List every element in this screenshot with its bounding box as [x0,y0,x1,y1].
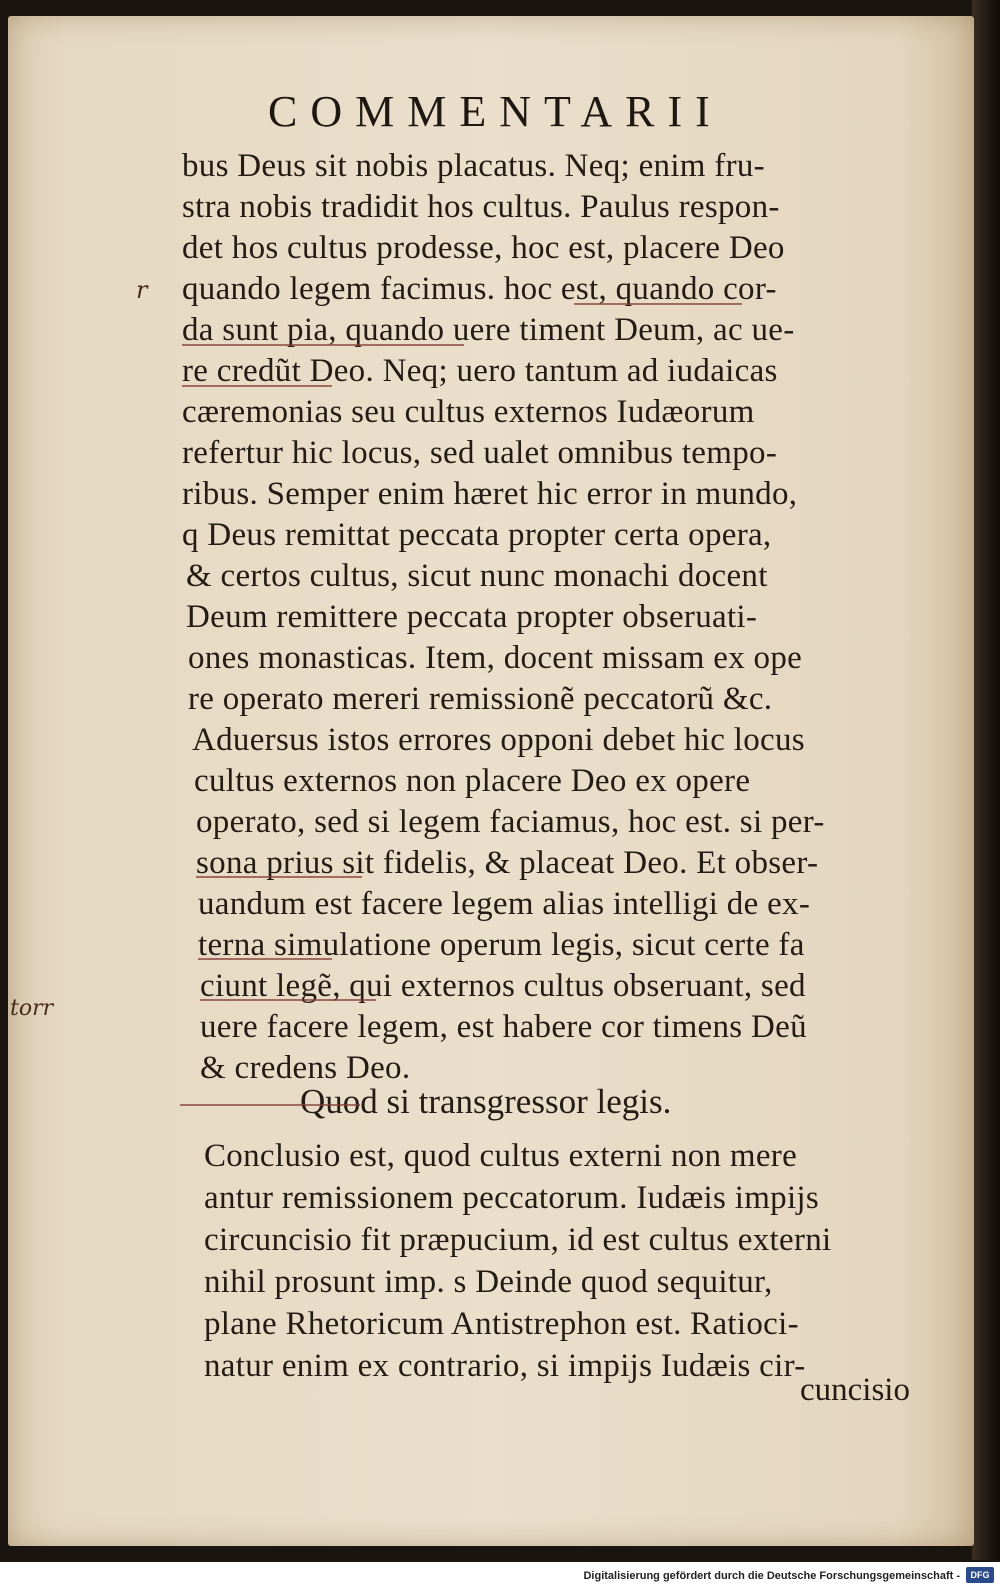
text-line: da sunt pia, quando uere timent Deum, ac ue- [182,312,795,348]
text-line: nihil prosunt imp. s Deinde quod sequitur, [204,1264,773,1300]
section-heading: Quod si transgressor legis. [300,1082,672,1121]
handwritten-underline [196,876,362,878]
text-line: uandum est facere legem alias intelligi de ex- [198,886,811,922]
text-line: terna simulatione operum legis, sicut certe fa [198,927,805,963]
text-line: bus Deus sit nobis placatus. Neq; enim fru- [182,148,765,184]
text-line: quando legem facimus. hoc est, quando cor- [182,271,777,307]
margin-annotation: r [136,276,148,304]
text-line: uere facere legem, est habere cor timens Deũ [200,1009,807,1045]
text-line: sona prius sit fidelis, & placeat Deo. Et obser- [196,845,819,881]
text-line: q Deus remittat peccata propter certa opera, [182,517,772,553]
text-line: Conclusio est, quod cultus externi non mere [204,1138,798,1174]
text-line: & credens Deo. [200,1050,411,1086]
book-spine-edge [972,0,1000,1560]
text-line: natur enim ex contrario, si impijs Iudæis cir- [204,1348,806,1384]
text-line: circuncisio fit præpucium, id est cultus externi [204,1222,832,1258]
text-line: plane Rhetoricum Antistrephon est. Ratioci- [204,1306,799,1342]
text-line: re operato mereri remissionẽ peccatorũ &c. [188,681,773,717]
dfg-logo: DFG [966,1567,994,1583]
handwritten-underline [574,303,742,305]
handwritten-underline [200,999,376,1001]
text-line: & certos cultus, sicut nunc monachi docent [186,558,768,594]
text-line: Deum remittere peccata propter obseruati- [186,599,758,635]
text-line: re credũt Deo. Neq; uero tantum ad iudaicas [182,353,778,389]
text-line: antur remissionem peccatorum. Iudæis impijs [204,1180,820,1216]
text-line: ribus. Semper enim hæret hic error in mundo, [182,476,798,512]
handwritten-underline [198,958,332,960]
text-line: cultus externos non placere Deo ex opere [194,763,751,799]
text-line: det hos cultus prodesse, hoc est, placere Deo [182,230,785,266]
handwritten-underline [182,344,464,346]
text-line: Aduersus istos errores opponi debet hic locus [192,722,805,758]
handwritten-underline [180,1104,360,1106]
text-line: ciunt legẽ, qui externos cultus obseruant, sed [200,968,806,1004]
text-line: cæremonias seu cultus externos Iudæorum [182,394,755,430]
funding-notice: Digitalisierung gefördert durch die Deutsche Forschungsgemeinschaft - [583,1570,960,1582]
text-line: stra nobis tradidit hos cultus. Paulus respon- [182,189,780,225]
text-line: refertur hic locus, sed ualet omnibus tempo- [182,435,778,471]
catchword: cuncisio [800,1372,910,1408]
text-line: ones monasticas. Item, docent missam ex ope [188,640,803,676]
handwritten-underline [182,385,332,387]
text-line: operato, sed si legem faciamus, hoc est. si per- [196,804,825,840]
running-head: COMMENTARII [268,87,723,136]
margin-annotation: torr [10,996,54,1021]
